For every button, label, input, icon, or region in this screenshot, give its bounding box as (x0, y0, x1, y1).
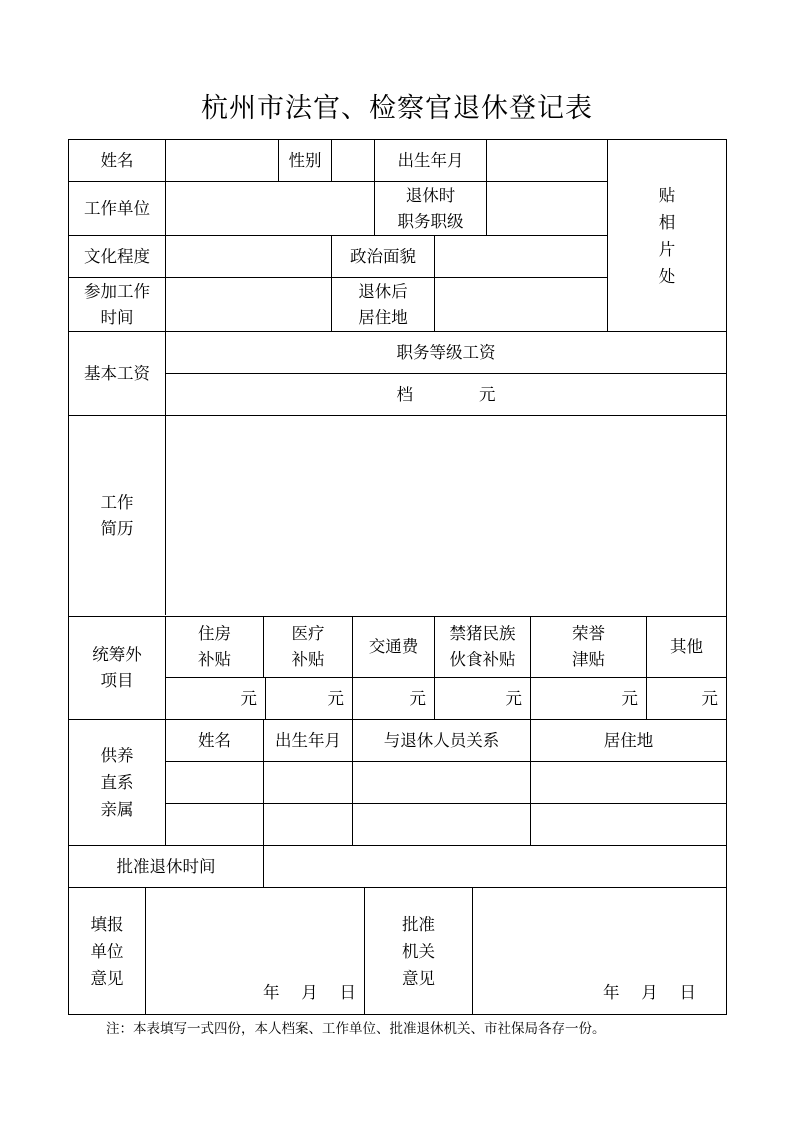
dependent-birth-field[interactable] (264, 804, 352, 845)
dependent-residence-field[interactable] (531, 804, 726, 845)
dependent-birth-field[interactable] (264, 762, 352, 803)
dependent-residence-header: 居住地 (603, 730, 654, 750)
other-amount-field[interactable]: 元 (701, 688, 718, 708)
resume-field[interactable] (166, 416, 726, 616)
approved-retire-time-field[interactable] (264, 846, 726, 887)
medical-amount-field[interactable]: 元 (327, 688, 344, 708)
dependent-relation-field[interactable] (353, 804, 530, 845)
unit-opinion-date: 年 月 日 (263, 983, 356, 1002)
dependent-name-header: 姓名 (198, 730, 231, 750)
resume-label: 工作 简历 (100, 493, 134, 538)
authority-opinion-label: 批准 机关 意见 (402, 914, 435, 988)
political-status-label: 政治面貌 (350, 246, 416, 266)
dependent-residence-field[interactable] (531, 762, 726, 803)
unit-opinion-label: 填报 单位 意见 (90, 914, 124, 988)
transport-fee-label: 交通费 (368, 637, 419, 656)
page-title: 杭州市法官、检察官退休登记表 (201, 93, 593, 124)
dependent-name-field[interactable] (166, 762, 263, 803)
position-salary-label: 职务等级工资 (396, 342, 496, 362)
transport-amount-field[interactable]: 元 (409, 688, 426, 708)
meal-amount-field[interactable]: 元 (505, 688, 522, 708)
dependent-birth-header: 出生年月 (275, 730, 341, 750)
dependents-label: 供养 直系 亲属 (100, 746, 134, 819)
gender-field[interactable] (332, 140, 374, 181)
work-unit-label: 工作单位 (84, 198, 150, 218)
retire-position-field[interactable] (487, 182, 607, 235)
medical-allowance-label: 医疗 补贴 (291, 624, 325, 669)
work-unit-field[interactable] (166, 182, 374, 235)
table-line (68, 1014, 727, 1015)
muslim-meal-allowance-label: 禁猪民族 伙食补贴 (449, 624, 516, 669)
salary-grade-field[interactable]: 档 元 (396, 384, 496, 404)
education-field[interactable] (166, 236, 331, 277)
name-label: 姓名 (100, 150, 134, 170)
housing-allowance-label: 住房 补贴 (198, 624, 231, 669)
extra-items-label: 统筹外 项目 (92, 645, 142, 690)
table-line (726, 139, 727, 1015)
join-work-time-field[interactable] (166, 278, 331, 331)
footnote: 注：本表填写一式四份，本人档案、工作单位、批准退休机关、市社保局各存一份。 (106, 1021, 606, 1037)
residence-after-field[interactable] (435, 278, 607, 331)
join-work-time-label: 参加工作 时间 (84, 281, 150, 327)
political-status-field[interactable] (435, 236, 607, 277)
approved-retire-time-label: 批准退休时间 (116, 856, 216, 876)
dependent-name-field[interactable] (166, 804, 263, 845)
other-allowance-label: 其他 (670, 637, 703, 656)
housing-amount-field[interactable]: 元 (240, 688, 257, 708)
dependent-relation-field[interactable] (353, 762, 530, 803)
education-label: 文化程度 (84, 246, 150, 266)
dependent-relation-header: 与退休人员关系 (383, 730, 500, 750)
retire-position-label: 退休时 职务职级 (397, 185, 464, 231)
authority-opinion-date: 年 月 日 (603, 983, 696, 1002)
birth-field[interactable] (487, 140, 607, 181)
honor-amount-field[interactable]: 元 (621, 688, 638, 708)
residence-after-label: 退休后 居住地 (358, 281, 408, 327)
birth-label: 出生年月 (397, 150, 464, 170)
photo-placeholder[interactable]: 贴 相 片 处 (658, 186, 676, 286)
honor-allowance-label: 荣誉 津贴 (572, 624, 605, 669)
gender-label: 性别 (288, 150, 322, 170)
name-field[interactable] (166, 140, 278, 181)
basic-salary-label: 基本工资 (84, 363, 150, 383)
